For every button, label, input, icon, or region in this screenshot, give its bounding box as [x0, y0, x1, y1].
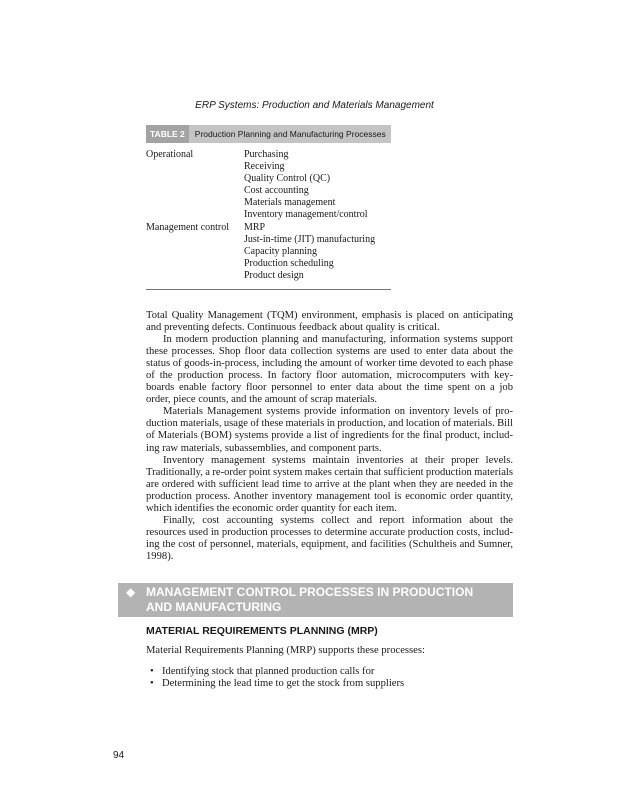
table-item: Quality Control (QC) — [244, 173, 331, 185]
table-row — [146, 222, 391, 234]
table-category: Operational — [146, 149, 194, 160]
table-item: Materials management — [244, 197, 336, 209]
paragraph — [146, 515, 513, 563]
paragraph — [146, 310, 513, 334]
table-item: Inventory management/control — [244, 209, 368, 221]
text-line-wrapper — [146, 394, 513, 406]
table-item: Receiving — [244, 161, 285, 173]
text-line: resources used in production processes to determine accurate production costs, includ- — [146, 526, 513, 538]
text-line: Materials Management systems provide information on inventory levels of pro- — [163, 406, 513, 418]
text-line: boards enable factory floor personnel to enter data about the time spent on a job — [146, 382, 513, 394]
text-line-wrapper — [146, 479, 513, 491]
text-line-wrapper — [146, 515, 513, 527]
table-row — [146, 173, 391, 185]
running-head: ERP Systems: Production and Materials Management — [195, 100, 434, 111]
table-category: Management control — [146, 221, 230, 233]
table-row — [146, 246, 391, 258]
text-line: status of goods-in-process, including the amount of worker time devoted to each phase — [146, 358, 513, 370]
text-line: ing the cost of personnel, materials, equipment, and facilities (Schultheis and Sumner, — [146, 538, 513, 550]
text-line: Traditionally, a re-order point system makes certain that sufficient production materials — [146, 466, 513, 478]
text-line: of the production process. In factory floor automation, microcomputers with key- — [146, 370, 513, 382]
body-text — [146, 310, 513, 563]
text-line: and preventing defects. Continuous feedback about quality is critical. — [146, 322, 440, 334]
process-table — [146, 149, 391, 282]
table-row — [146, 209, 391, 221]
text-line: which identifies the economic order quantity for each item. — [146, 502, 397, 514]
section-title-line: MANAGEMENT CONTROL PROCESSES IN PRODUCTION — [146, 585, 474, 599]
text-line: of Materials (BOM) systems provide a list of ingredients for the final product, includ- — [146, 430, 513, 442]
text-line-wrapper — [146, 310, 513, 322]
table-bottom-rule — [146, 289, 391, 290]
table-row — [146, 161, 391, 173]
section-title-line: AND MANUFACTURING — [146, 600, 282, 614]
text-line-wrapper — [146, 455, 513, 467]
text-line-wrapper — [146, 322, 513, 334]
bullet-item: • Identifying stock that planned production calls for — [150, 666, 404, 678]
text-line-wrapper — [146, 418, 513, 430]
text-line-wrapper — [146, 527, 513, 539]
text-line: duction materials, usage of these materials in production, and location of materials. Bill — [146, 418, 513, 430]
text-line: are ordered with sufficient lead time to arrive at the plant when they are needed in the — [146, 478, 513, 490]
section-heading-bar — [118, 583, 513, 617]
text-line-wrapper — [146, 370, 513, 382]
text-line-wrapper — [146, 346, 513, 358]
text-line-wrapper — [146, 430, 513, 442]
text-line: order, piece counts, and the amount of scrap materials. — [146, 394, 378, 406]
bullet-item: • Determining the lead time to get the stock from suppliers — [150, 678, 404, 690]
section-title — [146, 585, 511, 615]
paragraph — [146, 455, 513, 515]
table-row — [146, 185, 391, 197]
page-number: 94 — [113, 750, 125, 761]
diamond-icon: ◆ — [126, 585, 136, 599]
text-line: 1998). — [146, 550, 174, 562]
table-row — [146, 197, 391, 209]
text-line-wrapper — [146, 551, 513, 563]
table-row — [146, 234, 391, 246]
text-line-wrapper — [146, 467, 513, 479]
table-item: Cost accounting — [244, 185, 309, 197]
table-item: Capacity planning — [244, 245, 318, 257]
text-line: production process. Another inventory management tool is economic order quantity, — [146, 490, 513, 502]
table-title: Production Planning and Manufacturing Processes — [194, 129, 386, 139]
bullet-list — [150, 666, 404, 690]
table-row — [146, 270, 391, 282]
text-line: ing raw materials, subassemblies, and component parts. — [146, 442, 382, 454]
subheading: MATERIAL REQUIREMENTS PLANNING (MRP) — [146, 625, 378, 637]
text-line: these processes. Shop floor data collection systems are used to enter data about the — [146, 346, 513, 358]
text-line-wrapper — [146, 503, 513, 515]
paragraph — [146, 334, 513, 406]
table-row — [146, 258, 391, 270]
table-row — [146, 149, 391, 161]
text-line: Inventory management systems maintain inventories at their proper levels. — [163, 454, 513, 466]
text-line: Finally, cost accounting systems collect and report information about the — [163, 514, 513, 526]
table-item: Purchasing — [244, 149, 289, 160]
mrp-intro: Material Requirements Planning (MRP) supports these processes: — [146, 645, 425, 656]
table-label: TABLE 2 — [146, 125, 189, 143]
text-line-wrapper — [146, 334, 513, 346]
text-line-wrapper — [146, 358, 513, 370]
text-line: Total Quality Management (TQM) environment, emphasis is placed on anticipating — [146, 310, 513, 321]
text-line-wrapper — [146, 406, 513, 418]
table-item: Product design — [244, 269, 304, 281]
table-item: MRP — [244, 221, 266, 233]
text-line-wrapper — [146, 539, 513, 551]
text-line-wrapper — [146, 443, 513, 455]
table-item: Production scheduling — [244, 257, 334, 269]
text-line-wrapper — [146, 491, 513, 503]
paragraph — [146, 406, 513, 454]
text-line-wrapper — [146, 382, 513, 394]
text-line: In modern production planning and manufacturing, information systems support — [163, 334, 513, 346]
table-item: Just-in-time (JIT) manufacturing — [244, 233, 376, 245]
table-caption-bar — [146, 125, 391, 143]
